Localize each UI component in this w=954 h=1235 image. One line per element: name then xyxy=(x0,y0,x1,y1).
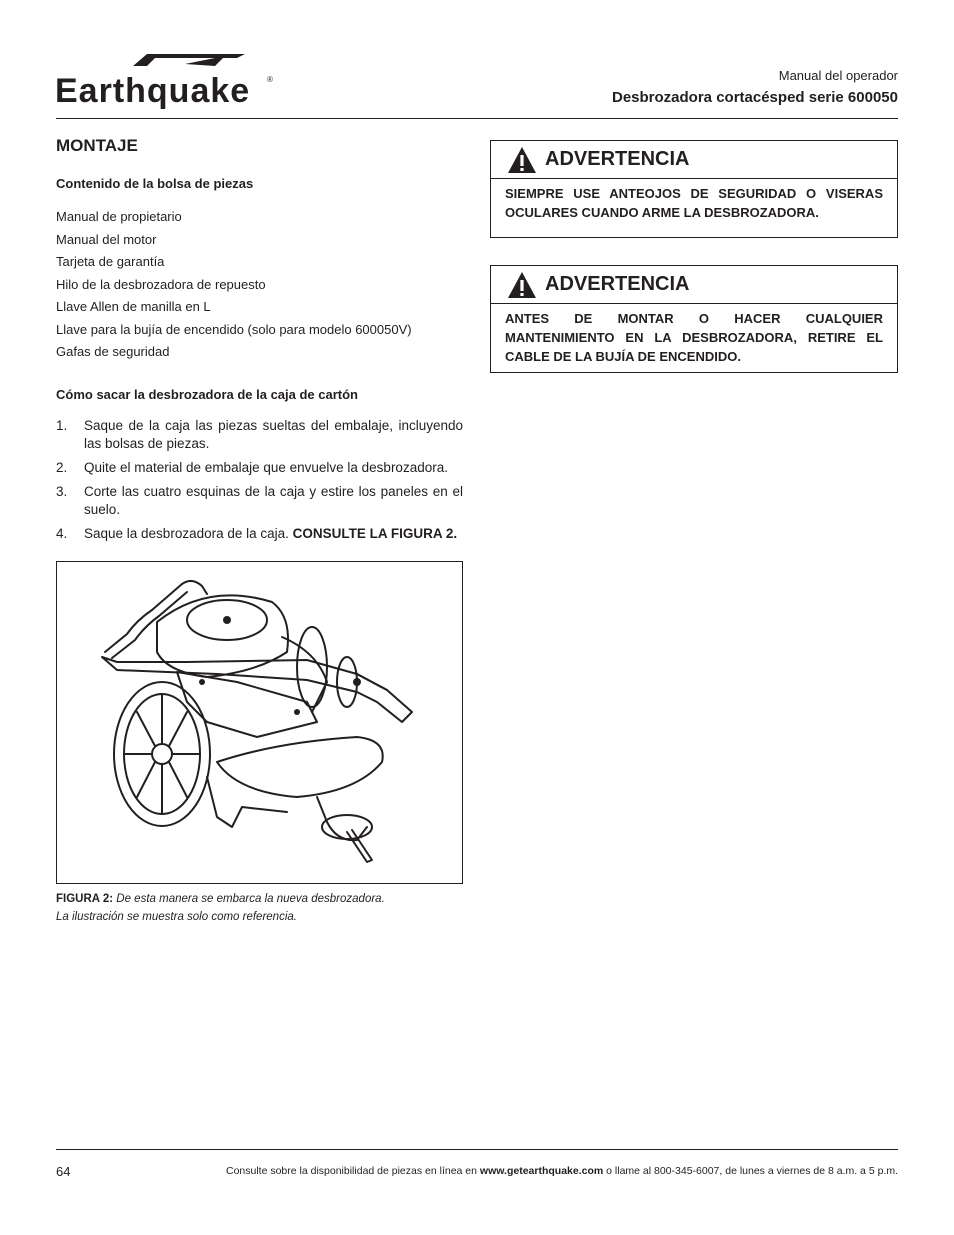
warning-title: ADVERTENCIA xyxy=(545,273,690,295)
warning-text: SIEMPRE USE ANTEOJOS DE SEGURIDAD O VISERAS OCULARES CUANDO ARME LA DESBROZADORA. xyxy=(505,186,883,220)
svg-text:®: ® xyxy=(267,75,273,84)
step-text: Corte las cuatro esquinas de la caja y estire los paneles en el suelo. xyxy=(84,483,463,517)
step-number: 2. xyxy=(56,459,68,475)
step-item xyxy=(56,459,463,477)
list-item: Tarjeta de garantía xyxy=(56,254,165,269)
list-item: Llave para la bujía de encendido (solo para modelo 600050V) xyxy=(56,321,412,337)
figure-reference: CONSULTE LA FIGURA 2. xyxy=(292,525,458,541)
step-item xyxy=(56,525,463,543)
left-column xyxy=(56,136,463,549)
list-item: Gafas de seguridad xyxy=(56,344,170,359)
warning-box-safety-glasses xyxy=(490,140,898,238)
footer-text-before: Consulte sobre la disponibilidad de piezas en línea en xyxy=(225,1165,480,1177)
figure-caption-line2: La ilustración se muestra solo como referencia. xyxy=(56,911,297,923)
warning-triangle-icon xyxy=(507,271,537,299)
step-text-main: Saque la desbrozadora de la caja. xyxy=(84,525,293,541)
svg-text:Earthquake: Earthquake xyxy=(55,72,251,110)
list-item: Hilo de la desbrozadora de repuesto xyxy=(56,276,266,292)
unbox-steps xyxy=(56,417,463,543)
footer-divider xyxy=(56,1149,898,1150)
footer-text-after: o llame al 800-345-6007, de lunes a viernes de 8 a.m. a 5 p.m. xyxy=(603,1165,898,1177)
trimmer-illustration xyxy=(57,562,462,883)
figure-caption xyxy=(56,890,385,926)
step-text xyxy=(84,525,463,543)
parts-bag-title: Contenido de la bolsa de piezas xyxy=(56,176,254,191)
warning-title: ADVERTENCIA xyxy=(545,148,690,170)
step-text: Quite el material de embalaje que envuelve la desbrozadora. xyxy=(84,459,448,475)
warning-box-spark-plug xyxy=(490,265,898,373)
list-item: Manual del motor xyxy=(56,231,157,247)
header-title: Desbrozadora cortacésped serie 600050 xyxy=(612,89,898,106)
figure-label: FIGURA 2: xyxy=(56,893,114,905)
step-number: 4. xyxy=(56,525,68,541)
step-item xyxy=(56,417,463,453)
warning-header xyxy=(491,266,897,304)
list-item: Llave Allen de manilla en L xyxy=(56,299,211,314)
step-number: 1. xyxy=(56,417,68,433)
page-number: 64 xyxy=(56,1164,71,1179)
header-divider xyxy=(56,118,898,119)
list-item: Manual de propietario xyxy=(56,209,182,224)
unbox-title: Cómo sacar la desbrozadora de la caja de cartón xyxy=(56,386,359,402)
earthquake-logo xyxy=(55,52,280,114)
footer-url-link[interactable]: www.getearthquake.com xyxy=(479,1165,604,1177)
step-item xyxy=(56,483,463,519)
step-text: Saque de la caja las piezas sueltas del embalaje, incluyendo las bolsas de piezas. xyxy=(84,417,463,451)
warning-header xyxy=(491,141,897,179)
warning-text: ANTES DE MONTAR O HACER CUALQUIER MANTENIMIENTO EN LA DESBROZADORA, RETIRE EL CABLE DE LA BUJÍA DE ENCENDIDO. xyxy=(505,311,883,364)
section-title: MONTAJE xyxy=(56,136,138,155)
figure-2-illustration xyxy=(56,561,463,884)
step-number: 3. xyxy=(56,483,68,499)
warning-triangle-icon xyxy=(507,146,537,174)
parts-bag-list xyxy=(56,206,463,364)
footer-note xyxy=(226,1165,898,1177)
figure-caption-line1: De esta manera se embarca la nueva desbrozadora. xyxy=(116,893,385,905)
header-subtitle: Manual del operador xyxy=(778,68,898,83)
